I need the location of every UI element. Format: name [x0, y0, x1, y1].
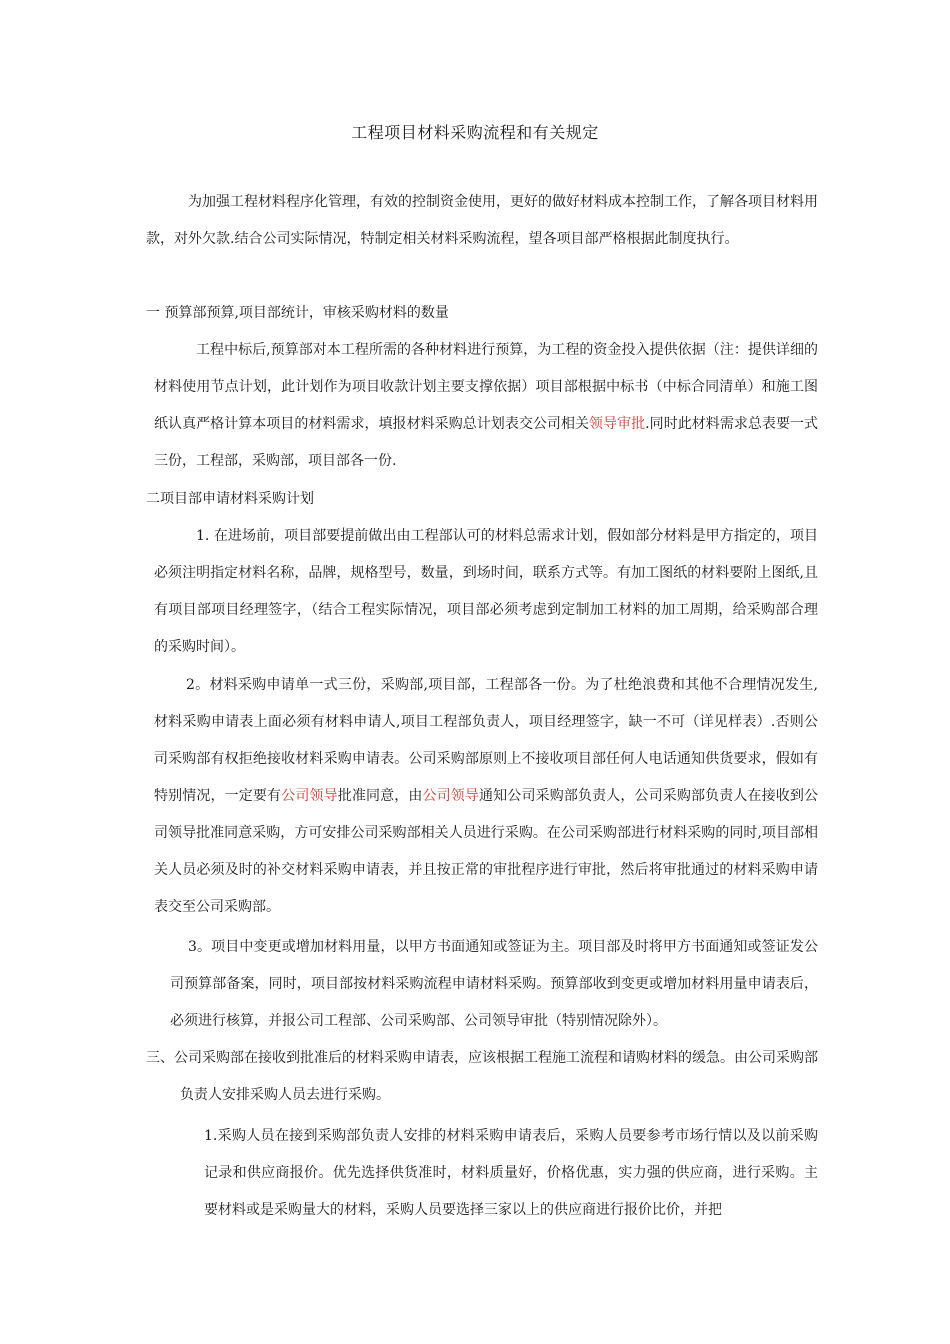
document-title: 工程项目材料采购流程和有关规定: [351, 123, 599, 142]
item-2-text-a: 2。材料采购申请单一式三份，采购部,项目部，工程部各一份。为了杜绝浪费和其他不合理情况发生,材料采购申请表上面必须有材料申请人,项目工程部负责人，项目经理签字，缺一不可（详见样表）.否则公司采购部有权拒绝接收材料采购申请表。公司采购部原则上不接收项目部任何人电话通知供货要求，假如有特别情况，一定要有: [154, 677, 818, 804]
section-2-item-2: [154, 667, 818, 926]
section-2-item-1-text: 1. 在进场前，项目部要提前做出由工程部认可的材料总需求计划，假如部分材料是甲方指定的，项目必须注明指定材料名称，品牌，规格型号，数量，到场时间，联系方式等。有加工图纸的材料要附上图纸,且有项目部项目经理签字，（结合工程实际情况，项目部必须考虑到定制加工材料的加工周期，给采购部合理的采购时间）。: [154, 528, 818, 655]
item-2-text-b: 批准同意，由: [337, 788, 423, 804]
section-1-text-after: .同时此材料需求总表要一式三份，工程部，采购部，项目部各一份.: [154, 416, 819, 469]
section-1-text: [154, 332, 818, 480]
section-2-item-2-text: [154, 667, 818, 926]
intro-paragraph: [146, 184, 818, 258]
company-leader-highlight-2: 公司领导: [422, 788, 480, 804]
section-2-heading-text: 二项目部申请材料采购计划: [146, 491, 314, 507]
section-3-item-1-text: 1.采购人员在接到采购部负责人安排的材料采购申请表后，采购人员要参考市场行情以及以前采购记录和供应商报价。优先选择供货准时，材料质量好，价格优惠，实力强的供应商，进行采购。主要材料或是采购量大的材料，采购人员要选择三家以上的供应商进行报价比价，并把: [204, 1128, 818, 1218]
section-1-paragraph: [154, 332, 818, 480]
section-2-item-1: [154, 518, 818, 666]
section-3-item-1: [204, 1118, 818, 1229]
section-1-text-before: 工程中标后,预算部对本工程所需的各种材料进行预算，为工程的资金投入提供依据（注：提供详细的材料使用节点计划，此计划作为项目收款计划主要支撑依据）项目部根据中标书（中标合同清单）和施工图纸认真严格计算本项目的材料需求，填报材料采购总计划表交公司相关: [154, 342, 818, 432]
intro-text: 为加强工程材料程序化管理，有效的控制资金使用，更好的做好材料成本控制工作，了解各项目材料用款，对外欠款.结合公司实际情况，特制定相关材料采购流程，望各项目部严格根据此制度执行。: [146, 194, 818, 247]
section-1-heading-text: 一 预算部预算,项目部统计，审核采购材料的数量: [146, 305, 449, 321]
section-2-item-3: [170, 929, 818, 1040]
section-3-heading-text: 三、公司采购部在接收到批准后的材料采购申请表，应该根据工程施工流程和请购材料的缓急。由公司采购部负责人安排采购人员去进行采购。: [146, 1050, 818, 1103]
section-2-item-3-text: 3。项目中变更或增加材料用量，以甲方书面通知或签证为主。项目部及时将甲方书面通知或签证发公司预算部备案，同时，项目部按材料采购流程申请材料采购。预算部收到变更或增加材料用量申请表后，必须进行核算，并报公司工程部、公司采购部、公司领导审批（特别情况除外）。: [170, 939, 818, 1029]
section-3-heading: [146, 1040, 818, 1114]
company-leader-highlight-1: 公司领导: [281, 788, 338, 804]
item-2-text-c: 通知公司采购部负责人，公司采购部负责人在接收到公司领导批准同意采购，方可安排公司采购部相关人员进行采购。在公司采购部进行材料采购的同时,项目部相关人员必须及时的补交材料采购申请表，并且按正常的审批程序进行审批，然后将审批通过的材料采购申请表交至公司采购部。: [154, 788, 819, 915]
leader-approval-highlight: 领导审批: [589, 416, 646, 432]
section-2-heading: [146, 481, 818, 518]
section-1-heading: [146, 295, 818, 332]
